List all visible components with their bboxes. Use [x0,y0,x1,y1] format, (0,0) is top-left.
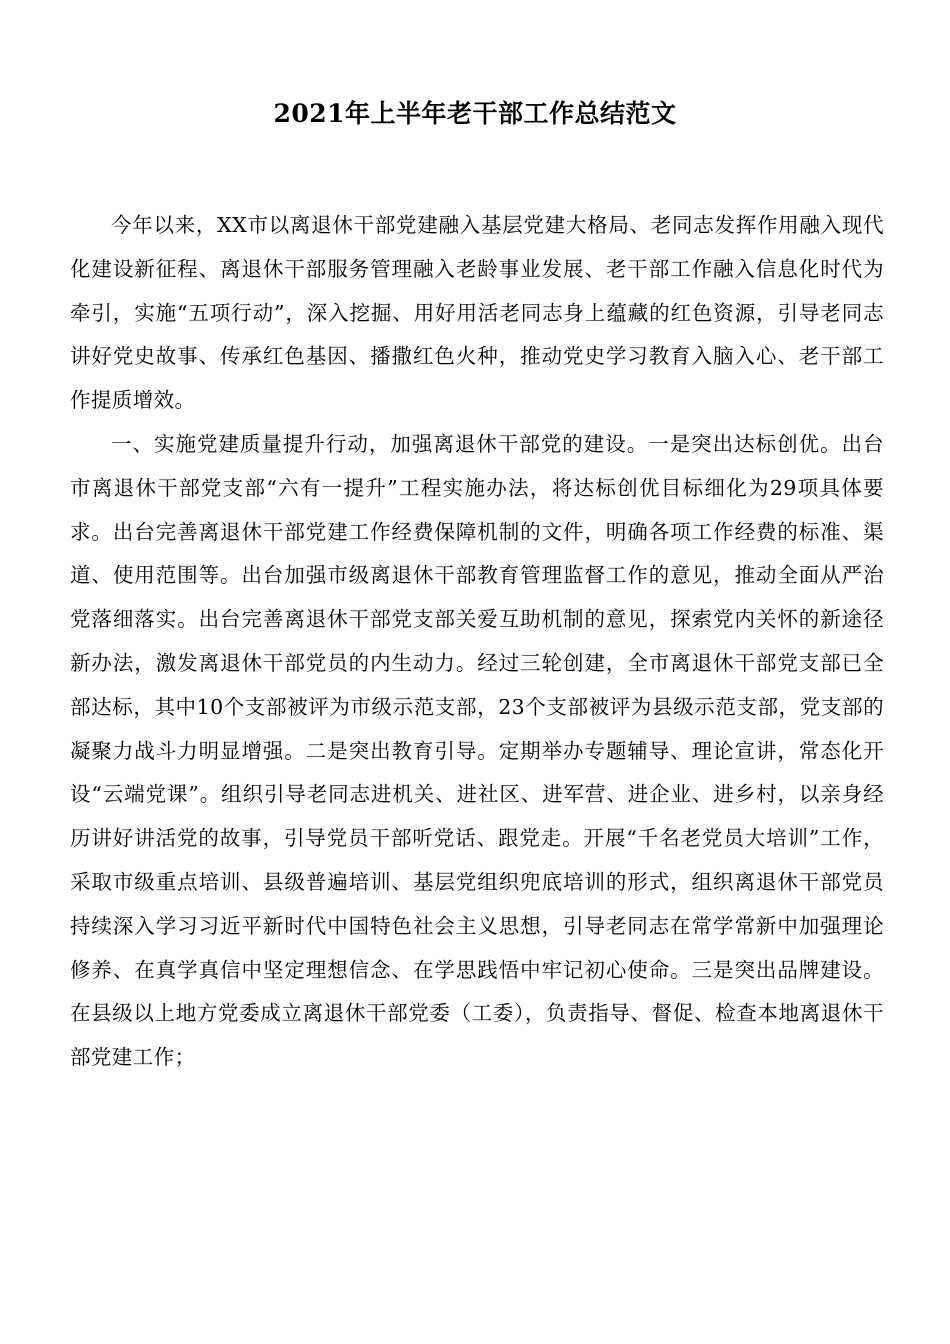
paragraph-section-one: 一、实施党建质量提升行动，加强离退休干部党的建设。一是突出达标创优。出台市离退休干部党支部“六有一提升”工程实施办法，将达标创优目标细化为29项具体要求。出台完善离退休干部党建工作经费保障机制的文件，明确各项工作经费的标准、渠道、使用范围等。出台加强市级离退休干部教育管理监督工作的意见，推动全面从严治党落细落实。出台完善离退休干部党支部关爱互助机制的意见，探索党内关怀的新途径新办法，激发离退休干部党员的内生动力。经过三轮创建，全市离退休干部党支部已全部达标，其中10个支部被评为市级示范支部，23个支部被评为县级示范支部，党支部的凝聚力战斗力明显增强。二是突出教育引导。定期举办专题辅导、理论宣讲，常态化开设“云端党课”。组织引导老同志进机关、进社区、进军营、进企业、进乡村，以亲身经历讲好讲活党的故事，引导党员干部听党话、跟党走。开展“千名老党员大培训”工作，采取市级重点培训、县级普遍培训、基层党组织兜底培训的形式，组织离退休干部党员持续深入学习习近平新时代中国特色社会主义思想，引导老同志在常学常新中加强理论修养、在真学真信中坚定理想信念、在学思践悟中牢记初心使命。三是突出品牌建设。在县级以上地方党委成立离退休干部党委（工委），负责指导、督促、检查本地离退休干部党建工作； [70,431,884,1070]
document-body [70,204,884,1080]
paragraph-intro: 今年以来，XX市以离退休干部党建融入基层党建大格局、老同志发挥作用融入现代化建设新征程、离退休干部服务管理融入老龄事业发展、老干部工作融入信息化时代为牵引，实施“五项行动”，深入挖掘、用好用活老同志身上蕴藏的红色资源，引导老同志讲好党史故事、传承红色基因、播撒红色火种，推动党史学习教育入脑入心、老干部工作提质增效。 [70,213,884,413]
document-title: 2021年上半年老干部工作总结范文 [273,99,677,128]
